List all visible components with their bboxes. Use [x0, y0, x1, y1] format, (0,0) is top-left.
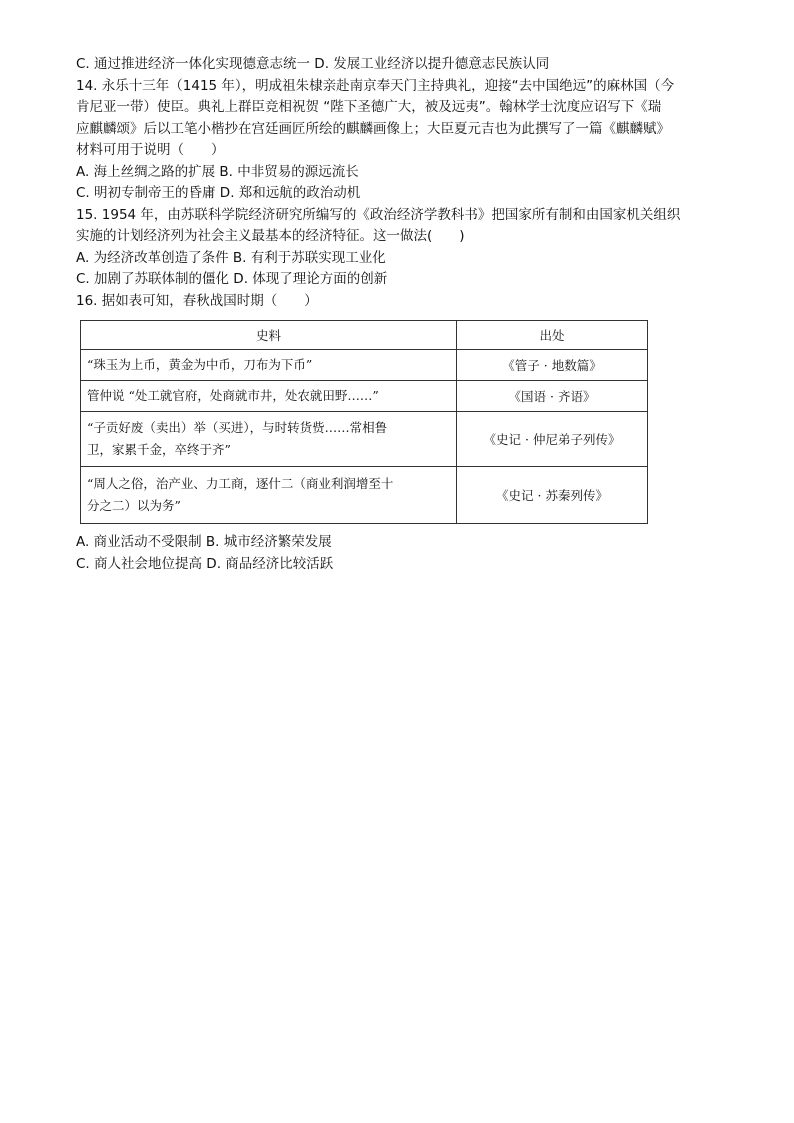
table-cell-source: 《史记 · 仲尼弟子列传》	[457, 412, 648, 467]
page-content	[76, 54, 726, 575]
table-row	[81, 381, 648, 412]
cell-text-line: “珠玉为上币，黄金为中币，刀布为下币”	[87, 357, 313, 372]
q15-stem-line: 实施的计划经济列为社会主义最基本的经济特征。这一做法( )	[76, 228, 465, 244]
question-16	[76, 291, 726, 576]
source-table	[80, 320, 648, 524]
q15-stem-line: 15. 1954 年，由苏联科学院经济研究所编写的《政治经济学教科书》把国家所有制和由国家机关组织	[76, 206, 681, 223]
q16-stem: 16. 据如表可知，春秋战国时期（ ）	[76, 292, 318, 309]
q14-stem-line: 14. 永乐十三年（1415 年），明成祖朱棣亲赴南京奉天门主持典礼，迎接“去中国绝远”的麻林国（今	[76, 77, 675, 94]
cell-text-line: “子贡好废（卖出）举（买进），与时转货赀……常相鲁	[87, 420, 388, 435]
cell-text-line: 管仲说 “处工就官府，处商就市井，处农就田野……”	[87, 388, 379, 403]
table-row	[81, 467, 648, 524]
q13-options-tail: C. 通过推进经济一体化实现德意志统一 D. 发展工业经济以提升德意志民族认同	[76, 56, 550, 72]
q14-stem-line: 应麒麟颂》后以工笔小楷抄在宫廷画匠所绘的麒麟画像上；大臣夏元吉也为此撰写了一篇《麒麟赋》	[76, 120, 670, 137]
table-cell-source: 《国语 · 齐语》	[457, 381, 648, 412]
table-row	[81, 412, 648, 467]
table-cell-source: 《管子 · 地数篇》	[457, 350, 648, 381]
question-15	[76, 205, 726, 291]
q14-options-ab: A. 海上丝绸之路的扩展 B. 中非贸易的源远流长	[76, 163, 359, 180]
cell-text-line: “周人之俗，治产业、力工商，逐什二（商业利润增至十	[87, 476, 394, 491]
table-cell-text	[81, 467, 457, 524]
q14-options-cd: C. 明初专制帝王的昏庸 D. 郑和远航的政治动机	[76, 185, 361, 201]
table-cell-source: 《史记 · 苏秦列传》	[457, 467, 648, 524]
header-source-text: 史料	[81, 321, 457, 350]
table-cell-text	[81, 381, 457, 412]
q15-options-ab: A. 为经济改革创造了条件 B. 有利于苏联实现工业化	[76, 249, 386, 266]
q15-options-cd: C. 加剧了苏联体制的僵化 D. 体现了理论方面的创新	[76, 271, 388, 287]
q14-stem-line: 材料可用于说明（ ）	[76, 142, 225, 158]
table-cell-text	[81, 412, 457, 467]
cell-text-line: 分之二）以为务”	[87, 498, 181, 513]
q16-options-cd: C. 商人社会地位提高 D. 商品经济比较活跃	[76, 555, 334, 572]
header-origin: 出处	[457, 321, 648, 350]
table-row	[81, 350, 648, 381]
q14-stem-line: 肯尼亚一带）使臣。典礼上群臣竞相祝贺 “陛下圣德广大，被及远夷”。翰林学士沈度应诏写下《瑞	[76, 99, 662, 115]
question-14	[76, 76, 726, 205]
table-cell-text	[81, 350, 457, 381]
source-table-wrapper	[76, 320, 726, 524]
cell-text-line: 卫，家累千金，卒终于齐”	[87, 442, 231, 457]
q16-options-ab: A. 商业活动不受限制 B. 城市经济繁荣发展	[76, 534, 332, 550]
table-header-row	[81, 321, 648, 350]
